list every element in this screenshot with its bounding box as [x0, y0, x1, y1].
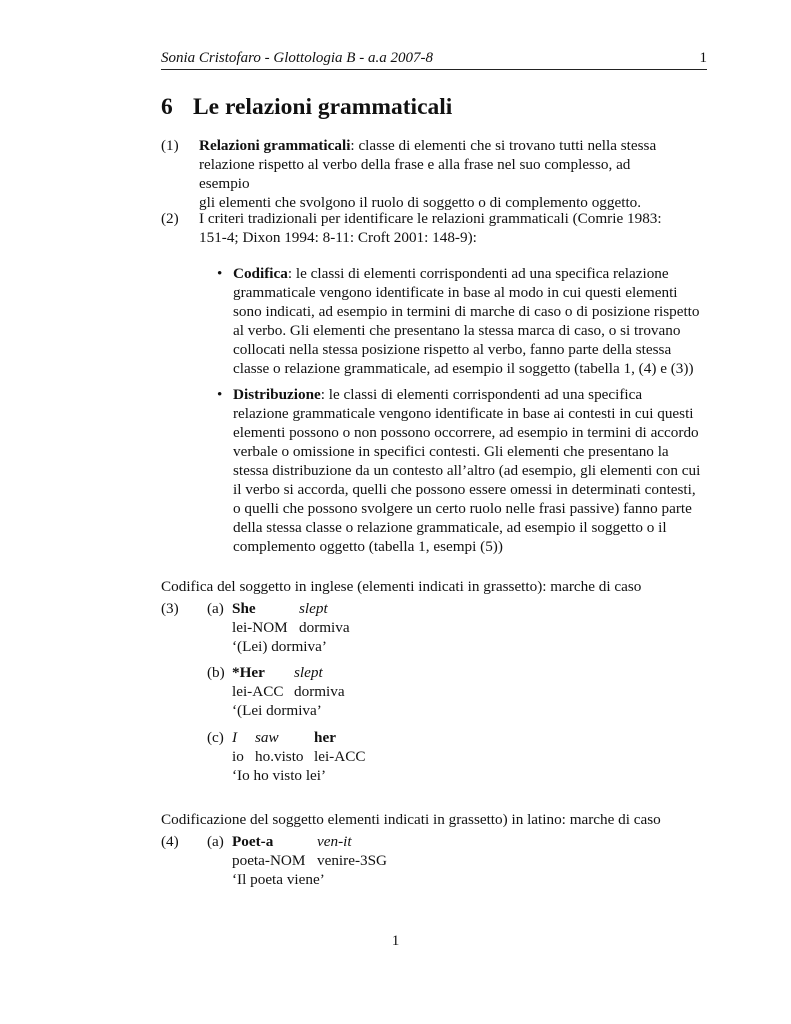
section-title-text: Le relazioni grammaticali: [193, 94, 453, 120]
example-word: slept: [299, 600, 328, 617]
bullet-line: : le classi di elementi corrispondenti ad una specifica: [320, 386, 643, 403]
example-3c: [161, 728, 707, 788]
example-gloss: lei-ACC: [314, 748, 366, 765]
bullet-line: complemento oggetto (tabella 1, esempi (5)): [233, 538, 503, 555]
example-3a: [161, 599, 707, 659]
item-line: I criteri tradizionali per identificare le relazioni grammaticali (Comrie 1983:: [199, 210, 662, 227]
example-caption-latin: Codificazione del soggetto elementi indicati in grassetto) in latino: marche di caso: [161, 811, 661, 828]
numbered-item-2: [161, 209, 707, 249]
bullet-dot: •: [217, 265, 223, 282]
bullet-dot: •: [217, 386, 223, 403]
example-sub-label: (a): [207, 833, 224, 850]
item-text: [199, 209, 669, 247]
example-3b: [161, 663, 707, 723]
item-number: (1): [161, 137, 179, 154]
term-codifica: Codifica: [233, 265, 288, 282]
term-distribuzione: Distribuzione: [233, 386, 321, 403]
bullet-line: sono indicati, ad esempio in termini di marche di caso o di posizione rispetto: [233, 303, 700, 320]
bullet-line: al verbo. Gli elementi che presentano la stessa marca di caso, o si trovano: [233, 322, 681, 339]
item-number: (2): [161, 210, 179, 227]
bullet-line: : le classi di elementi corrispondenti ad una specifica relazione: [287, 265, 669, 282]
example-gloss: io: [232, 748, 244, 765]
bullet-line: o quelli che possono svolgere un certo ruolo nelle frasi passive) fanno parte: [233, 500, 692, 517]
example-word: slept: [294, 664, 323, 681]
header-title: Sonia Cristofaro - Glottologia B - a.a 2007-8: [161, 50, 433, 66]
bullet-line: della stessa classe o relazione grammaticale, ad esempio il soggetto o il: [233, 519, 667, 536]
criteria-bullet-list: [217, 264, 707, 563]
example-sub-label: (c): [207, 729, 224, 746]
bullet-line: relazione grammaticale vengono identificate in base ai contesti in cui questi: [233, 405, 694, 422]
page-footer-number: 1: [391, 932, 400, 949]
example-word: ven-it: [317, 833, 352, 850]
section-number: 6: [161, 94, 173, 120]
example-word: I: [232, 729, 238, 746]
example-translation: ‘(Lei dormiva’: [232, 702, 322, 719]
example-gloss: venire-3SG: [317, 852, 388, 869]
example-gloss: dormiva: [299, 619, 350, 636]
bullet-line: elementi possono o non possono occorrere, ad esempio in termini di accordo: [233, 424, 699, 441]
example-gloss: lei-NOM: [232, 619, 288, 636]
example-word: She: [232, 600, 256, 617]
bullet-line: verbale o omissione in specifici contesti. Gli elementi che presentano la: [233, 443, 669, 460]
example-gloss: lei-ACC: [232, 683, 284, 700]
example-number: (3): [161, 600, 179, 617]
item-line: : classe di elementi che si trovano tutti nella stessa: [350, 137, 657, 154]
header-page-number: 1: [699, 50, 707, 66]
section-heading: [161, 93, 452, 121]
bullet-codifica: [217, 264, 707, 378]
example-word: Poet-a: [232, 833, 274, 850]
example-word: saw: [255, 729, 279, 746]
example-caption-english: Codifica del soggetto in inglese (elementi indicati in grassetto): marche di caso: [161, 578, 642, 595]
example-translation: ‘(Lei) dormiva’: [232, 638, 327, 655]
bullet-line: il verbo si accorda, quelli che possono essere omessi in determinati contesti,: [233, 481, 696, 498]
item-text: [199, 136, 669, 212]
example-gloss: dormiva: [294, 683, 345, 700]
example-sub-label: (a): [207, 600, 224, 617]
running-header: [161, 49, 707, 70]
example-translation: ‘Il poeta viene’: [232, 871, 325, 888]
term-relazioni-grammaticali: Relazioni grammaticali: [199, 137, 351, 154]
bullet-line: grammaticale vengono identificate in base al modo in cui questi elementi: [233, 284, 678, 301]
bullet-line: stessa distribuzione da un contesto all’altro (ad esempio, gli elementi con cui: [233, 462, 701, 479]
bullet-line: collocati nella stessa posizione rispetto al verbo, fanno parte della stessa: [233, 341, 672, 358]
item-line: gli elementi che svolgono il ruolo di soggetto o di complemento oggetto.: [199, 194, 642, 211]
example-word: *Her: [232, 664, 265, 681]
bullet-line: classe o relazione grammaticale, ad esempio il soggetto (tabella 1, (4) e (3)): [233, 360, 694, 377]
example-4a: [161, 832, 707, 892]
item-line: 151-4; Dixon 1994: 8-11: Croft 2001: 148-9):: [199, 229, 477, 246]
example-sub-label: (b): [207, 664, 225, 681]
example-number: (4): [161, 833, 179, 850]
example-translation: ‘Io ho visto lei’: [232, 767, 327, 784]
example-gloss: ho.visto: [255, 748, 304, 765]
bullet-distribuzione: [217, 385, 707, 556]
example-gloss: poeta-NOM: [232, 852, 306, 869]
example-word: her: [314, 729, 336, 746]
item-line: relazione rispetto al verbo della frase e alla frase nel suo complesso, ad esempio: [199, 156, 631, 192]
numbered-item-1: [161, 136, 707, 211]
